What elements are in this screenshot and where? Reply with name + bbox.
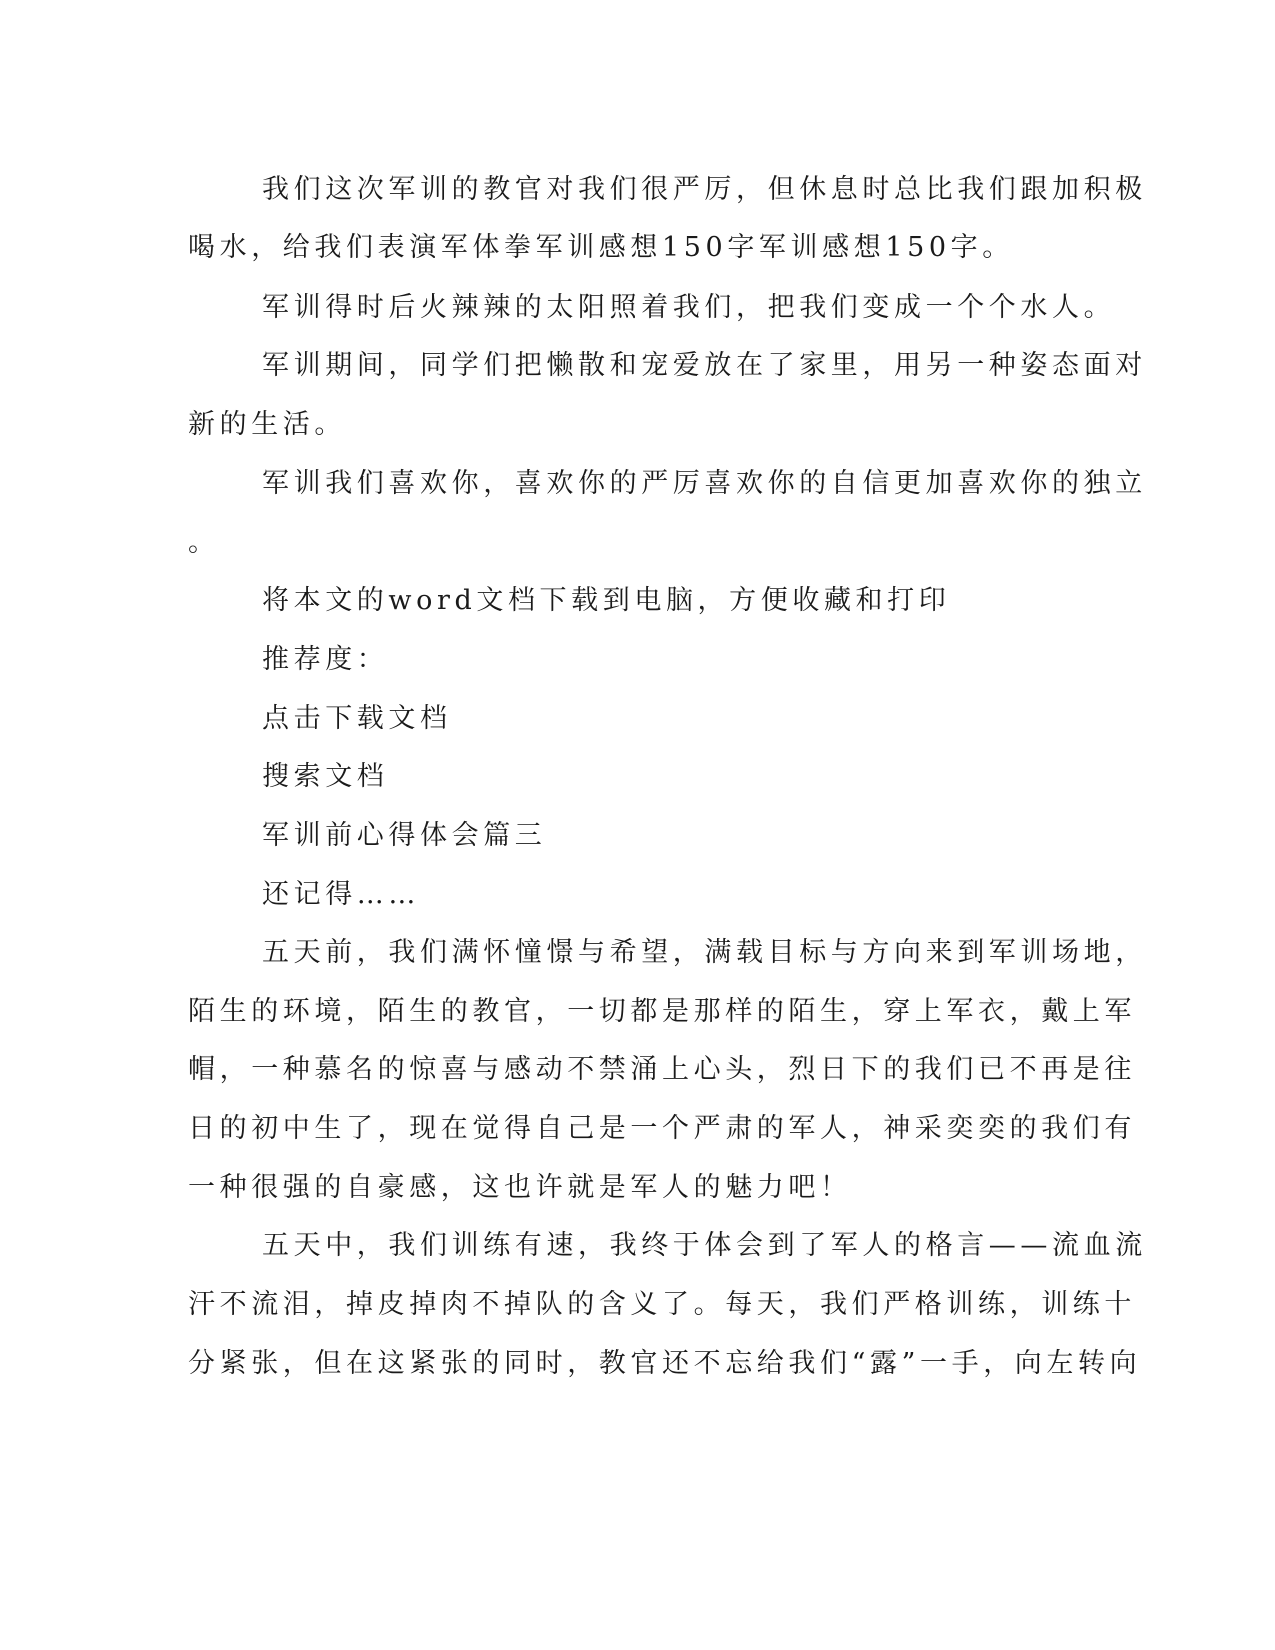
search-document-link[interactable]: 搜索文档 <box>262 761 389 792</box>
download-document-link[interactable]: 点击下载文档 <box>262 703 452 734</box>
paragraph-line: 陌生的环境，陌生的教官，一切都是那样的陌生，穿上军衣，戴上军 <box>188 996 1136 1027</box>
paragraph-line: 。 <box>188 527 220 558</box>
recommendation-label: 推荐度： <box>262 644 389 675</box>
paragraph-line: 军训我们喜欢你，喜欢你的严厉喜欢你的自信更加喜欢你的独立 <box>262 468 1147 499</box>
paragraph-line: 喝水，给我们表演军体拳军训感想150字军训感想150字。 <box>188 232 1014 263</box>
paragraph-line: 帽，一种慕名的惊喜与感动不禁涌上心头，烈日下的我们已不再是往 <box>188 1054 1136 1085</box>
paragraph-line: 日的初中生了，现在觉得自己是一个严肃的军人，神采奕奕的我们有 <box>188 1113 1136 1144</box>
paragraph-line: 我们这次军训的教官对我们很严厉，但休息时总比我们跟加积极 <box>262 174 1147 205</box>
paragraph-line: 汗不流泪，掉皮掉肉不掉队的含义了。每天，我们严格训练，训练十 <box>188 1289 1136 1320</box>
paragraph-line: 五天中，我们训练有速，我终于体会到了军人的格言——流血流 <box>262 1230 1147 1261</box>
paragraph-line: 新的生活。 <box>188 409 346 440</box>
section-heading: 军训前心得体会篇三 <box>262 820 547 851</box>
paragraph-line: 军训得时后火辣辣的太阳照着我们，把我们变成一个个水人。 <box>262 292 1116 323</box>
paragraph-line: 五天前，我们满怀憧憬与希望，满载目标与方向来到军训场地， <box>262 937 1147 968</box>
download-note: 将本文的word文档下载到电脑，方便收藏和打印 <box>262 585 951 616</box>
paragraph-line: 分紧张，但在这紧张的同时，教官还不忘给我们“露”一手，向左转向 <box>188 1348 1142 1379</box>
paragraph-line: 军训期间，同学们把懒散和宠爱放在了家里，用另一种姿态面对 <box>262 350 1147 381</box>
paragraph-line: 还记得…… <box>262 879 420 910</box>
paragraph-line: 一种很强的自豪感，这也许就是军人的魅力吧！ <box>188 1172 852 1203</box>
